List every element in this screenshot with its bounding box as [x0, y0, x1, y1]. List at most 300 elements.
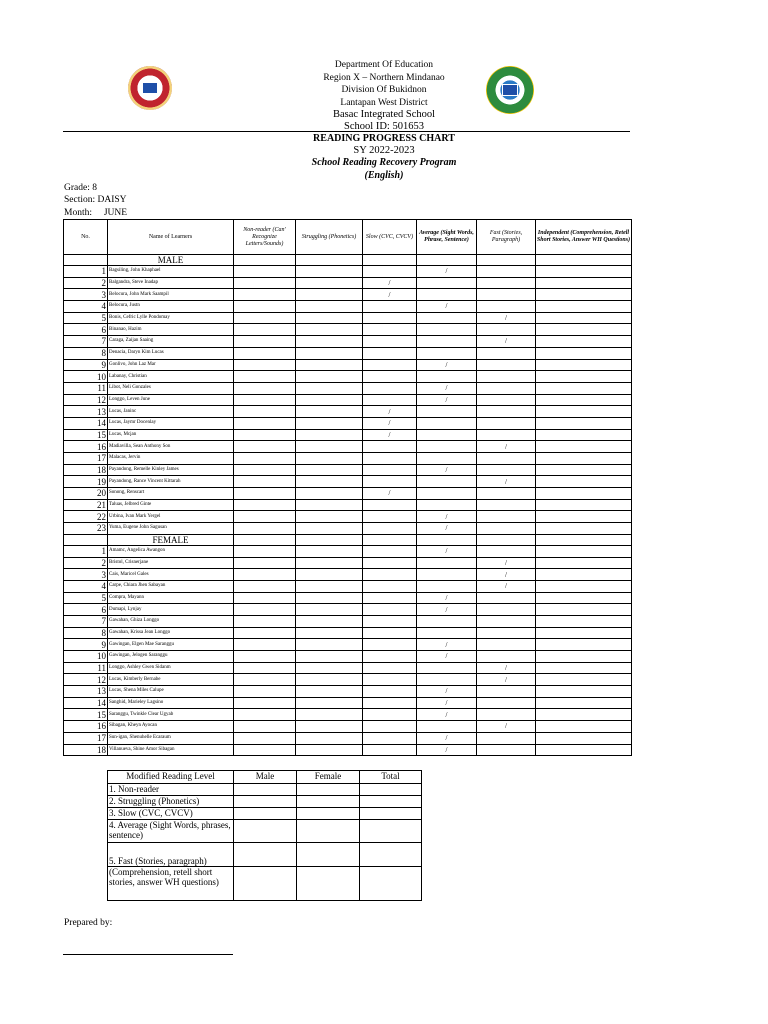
level-cell — [536, 476, 632, 488]
level-cell — [536, 371, 632, 383]
summary-level-label: 4. Average (Sight Words, phrases, sentence) — [108, 820, 234, 843]
level-cell — [536, 336, 632, 348]
level-cell — [477, 406, 536, 418]
level-cell — [536, 686, 632, 698]
table-row — [64, 639, 632, 651]
level-cell — [536, 453, 632, 465]
level-cell — [417, 453, 477, 465]
level-cell — [234, 697, 296, 709]
level-cell — [296, 580, 363, 592]
table-row — [64, 406, 632, 418]
level-cell — [296, 312, 363, 324]
level-cell — [363, 359, 417, 371]
learner-number: 7 — [64, 615, 108, 627]
level-cell — [536, 382, 632, 394]
level-cell — [477, 359, 536, 371]
level-cell — [536, 639, 632, 651]
summary-row — [108, 843, 422, 867]
level-cell — [363, 674, 417, 686]
level-cell — [363, 615, 417, 627]
level-cell — [296, 266, 363, 278]
level-cell — [234, 639, 296, 651]
level-cell — [417, 324, 477, 336]
level-cell — [234, 732, 296, 744]
learner-name: Binanao, Hazim — [108, 324, 234, 336]
level-cell — [363, 662, 417, 674]
header-division: Division Of Bukidnon — [341, 85, 427, 95]
level-cell — [477, 592, 536, 604]
level-mark: / — [477, 662, 536, 674]
level-cell — [296, 301, 363, 313]
level-cell — [296, 651, 363, 663]
summary-header-row — [108, 771, 422, 784]
learner-number: 3 — [64, 289, 108, 301]
level-cell — [234, 336, 296, 348]
learner-number: 13 — [64, 406, 108, 418]
level-cell — [477, 382, 536, 394]
learner-number: 4 — [64, 580, 108, 592]
level-cell — [234, 406, 296, 418]
chart-title: READING PROGRESS CHART — [313, 133, 455, 144]
col-header-slow: Slow (CVC, CVCV) — [363, 220, 417, 255]
level-cell — [234, 464, 296, 476]
level-cell — [417, 488, 477, 500]
level-cell — [417, 312, 477, 324]
level-cell — [417, 336, 477, 348]
level-cell — [234, 662, 296, 674]
level-mark: / — [363, 429, 417, 441]
level-cell — [296, 604, 363, 616]
learner-name: Lucas, Shena Miles Calupe — [108, 686, 234, 698]
level-cell — [477, 523, 536, 535]
level-cell — [234, 523, 296, 535]
learner-number: 14 — [64, 417, 108, 429]
learner-number: 12 — [64, 394, 108, 406]
level-cell — [363, 732, 417, 744]
grade-label: Grade: 8 — [64, 183, 97, 193]
level-cell — [536, 627, 632, 639]
level-cell — [417, 371, 477, 383]
level-cell — [477, 604, 536, 616]
level-cell — [234, 301, 296, 313]
table-row — [64, 709, 632, 721]
level-cell — [234, 580, 296, 592]
level-cell — [234, 324, 296, 336]
level-mark: / — [417, 301, 477, 313]
learner-number: 21 — [64, 499, 108, 511]
level-cell — [363, 545, 417, 557]
table-row — [64, 266, 632, 278]
table-row — [64, 371, 632, 383]
col-header-average: Average (Sight Words, Phrase, Sentence) — [417, 220, 477, 255]
learner-name: Lucas, Mcjan — [108, 429, 234, 441]
level-cell — [536, 662, 632, 674]
level-cell — [536, 523, 632, 535]
level-cell — [477, 627, 536, 639]
col-header-independent: Independent (Comprehension, Retell Short Stories, Answer WH Questions) — [536, 220, 632, 255]
summary-level-label: 1. Non-reader — [108, 784, 234, 796]
summary-row — [108, 867, 422, 901]
level-cell — [363, 627, 417, 639]
learner-number: 2 — [64, 557, 108, 569]
level-cell — [477, 651, 536, 663]
level-cell — [477, 417, 536, 429]
level-cell — [536, 545, 632, 557]
signature-line — [63, 954, 233, 955]
level-cell — [417, 417, 477, 429]
level-cell — [296, 511, 363, 523]
level-cell — [363, 453, 417, 465]
level-cell — [363, 476, 417, 488]
learner-name: Madiavilla, Sean Anthony Son — [108, 441, 234, 453]
level-cell — [536, 499, 632, 511]
level-cell — [234, 569, 296, 581]
level-cell — [234, 686, 296, 698]
level-cell — [296, 347, 363, 359]
level-cell — [477, 453, 536, 465]
learner-name: Dumapi, Lynjay — [108, 604, 234, 616]
level-cell — [296, 709, 363, 721]
level-cell — [417, 662, 477, 674]
learner-name: Payandong, Remelle Kinley James — [108, 464, 234, 476]
reading-progress-table — [63, 219, 632, 756]
level-cell — [363, 604, 417, 616]
learner-number: 14 — [64, 697, 108, 709]
level-cell — [296, 476, 363, 488]
level-cell — [363, 266, 417, 278]
level-cell — [296, 464, 363, 476]
level-cell — [296, 569, 363, 581]
level-cell — [477, 277, 536, 289]
level-cell — [363, 312, 417, 324]
level-cell — [234, 604, 296, 616]
summary-row — [108, 796, 422, 808]
learner-number: 23 — [64, 523, 108, 535]
learner-name: Yuma, Eugene John Sagusan — [108, 523, 234, 535]
level-cell — [477, 488, 536, 500]
table-row — [64, 464, 632, 476]
table-row — [64, 580, 632, 592]
level-cell — [234, 744, 296, 756]
level-mark: / — [417, 592, 477, 604]
learner-name: Amamc, Angelica Awangon — [108, 545, 234, 557]
level-cell — [417, 347, 477, 359]
learner-name: Gawingan, Jelogen Saranggu — [108, 651, 234, 663]
learner-name: Bristol, Crisnerjane — [108, 557, 234, 569]
level-mark: / — [477, 557, 536, 569]
level-cell — [296, 721, 363, 733]
col-header-struggling: Struggling (Phonetics) — [296, 220, 363, 255]
level-cell — [363, 336, 417, 348]
table-row — [64, 312, 632, 324]
level-mark: / — [417, 651, 477, 663]
table-row — [64, 453, 632, 465]
level-cell — [363, 324, 417, 336]
learner-number: 22 — [64, 511, 108, 523]
learner-number: 5 — [64, 312, 108, 324]
learner-name: Carpe, Chiara Jhen Sabayan — [108, 580, 234, 592]
level-cell — [536, 615, 632, 627]
level-cell — [536, 604, 632, 616]
level-mark: / — [417, 697, 477, 709]
level-cell — [363, 301, 417, 313]
learner-number: 6 — [64, 604, 108, 616]
table-row — [64, 476, 632, 488]
learner-number: 20 — [64, 488, 108, 500]
program-title: School Reading Recovery Program — [311, 157, 457, 168]
table-row — [64, 686, 632, 698]
section-label: MALE — [108, 255, 234, 266]
level-cell — [296, 557, 363, 569]
level-mark: / — [477, 476, 536, 488]
level-cell — [296, 417, 363, 429]
level-cell — [536, 312, 632, 324]
level-cell — [417, 441, 477, 453]
level-cell — [536, 674, 632, 686]
level-cell — [417, 429, 477, 441]
level-cell — [363, 744, 417, 756]
level-cell — [296, 406, 363, 418]
learner-name: Malacas, Jervin — [108, 453, 234, 465]
level-cell — [536, 406, 632, 418]
level-cell — [363, 580, 417, 592]
learner-name: Taluas, Jelbred Ginte — [108, 499, 234, 511]
learner-number: 1 — [64, 545, 108, 557]
learner-number: 7 — [64, 336, 108, 348]
table-row — [64, 289, 632, 301]
level-cell — [296, 674, 363, 686]
table-header-row — [64, 220, 632, 255]
level-cell — [234, 277, 296, 289]
level-cell — [536, 266, 632, 278]
level-cell — [477, 289, 536, 301]
level-cell — [234, 674, 296, 686]
learner-number: 9 — [64, 359, 108, 371]
level-cell — [363, 523, 417, 535]
level-cell — [536, 301, 632, 313]
level-cell — [234, 289, 296, 301]
learner-number: 12 — [64, 674, 108, 686]
level-cell — [234, 488, 296, 500]
summary-level-label: 5. Fast (Stories, paragraph) — [108, 843, 234, 867]
level-mark: / — [417, 709, 477, 721]
learner-name: Cais, Maricel Gales — [108, 569, 234, 581]
level-cell — [296, 662, 363, 674]
learner-number: 1 — [64, 266, 108, 278]
level-cell — [296, 639, 363, 651]
header-divider — [63, 131, 630, 132]
level-cell — [234, 417, 296, 429]
level-cell — [536, 697, 632, 709]
level-mark: / — [477, 441, 536, 453]
level-cell — [536, 744, 632, 756]
level-cell — [363, 347, 417, 359]
table-row — [64, 569, 632, 581]
level-cell — [536, 277, 632, 289]
col-header-no: No. — [64, 220, 108, 255]
level-cell — [536, 511, 632, 523]
level-cell — [296, 592, 363, 604]
learner-number: 16 — [64, 721, 108, 733]
level-cell — [477, 709, 536, 721]
level-cell — [296, 394, 363, 406]
level-cell — [296, 277, 363, 289]
level-mark: / — [477, 569, 536, 581]
summary-header-female: Female — [297, 771, 360, 784]
learner-number: 15 — [64, 709, 108, 721]
table-row — [64, 499, 632, 511]
level-cell — [234, 545, 296, 557]
learner-name: Sonong, Renscart — [108, 488, 234, 500]
level-cell — [417, 557, 477, 569]
level-cell — [296, 441, 363, 453]
level-cell — [363, 651, 417, 663]
level-cell — [234, 441, 296, 453]
level-mark: / — [417, 744, 477, 756]
level-cell — [363, 686, 417, 698]
level-cell — [363, 569, 417, 581]
level-cell — [363, 499, 417, 511]
level-cell — [477, 686, 536, 698]
learner-number: 4 — [64, 301, 108, 313]
level-cell — [536, 441, 632, 453]
col-header-nonreader: Non-reader (Can' Recognize Letters/Sounds) — [234, 220, 296, 255]
level-cell — [477, 511, 536, 523]
level-cell — [477, 744, 536, 756]
table-row — [64, 336, 632, 348]
table-row — [64, 417, 632, 429]
learner-name: Gawahan, Krissa Jean Longgo — [108, 627, 234, 639]
learner-name: Lucas, Janinc — [108, 406, 234, 418]
table-row — [64, 721, 632, 733]
level-cell — [234, 651, 296, 663]
header-district: Lantapan West District — [340, 98, 428, 108]
level-cell — [536, 359, 632, 371]
learner-name: Libot, Neli Gonzales — [108, 382, 234, 394]
summary-level-label: 2. Struggling (Phonetics) — [108, 796, 234, 808]
learner-number: 10 — [64, 651, 108, 663]
learner-name: Sun-igan, Shenuhelle Ecaraum — [108, 732, 234, 744]
level-cell — [234, 557, 296, 569]
table-row — [64, 382, 632, 394]
level-cell — [296, 359, 363, 371]
table-row — [64, 429, 632, 441]
level-cell — [363, 382, 417, 394]
level-mark: / — [417, 464, 477, 476]
level-mark: / — [417, 604, 477, 616]
learner-number: 10 — [64, 371, 108, 383]
learner-number: 8 — [64, 627, 108, 639]
summary-row — [108, 820, 422, 843]
summary-row — [108, 808, 422, 820]
section-label: FEMALE — [108, 534, 234, 545]
level-cell — [296, 744, 363, 756]
level-mark: / — [363, 289, 417, 301]
learner-name: Longgo, Ashley Gwen Sidanm — [108, 662, 234, 674]
table-row — [64, 324, 632, 336]
learner-name: Gonlivo, John Laz Mar — [108, 359, 234, 371]
summary-level-label: 3. Slow (CVC, CVCV) — [108, 808, 234, 820]
table-row — [64, 662, 632, 674]
table-row — [64, 604, 632, 616]
level-cell — [417, 615, 477, 627]
level-cell — [536, 569, 632, 581]
level-mark: / — [477, 336, 536, 348]
level-cell — [363, 639, 417, 651]
level-cell — [536, 557, 632, 569]
level-cell — [296, 289, 363, 301]
table-row — [64, 674, 632, 686]
level-cell — [536, 324, 632, 336]
level-cell — [296, 382, 363, 394]
level-cell — [234, 592, 296, 604]
learner-name: Lucas, Kimberly Bernabe — [108, 674, 234, 686]
header-region: Region X – Northern Mindanao — [323, 73, 445, 83]
table-row — [64, 277, 632, 289]
level-mark: / — [417, 639, 477, 651]
level-mark: / — [477, 580, 536, 592]
level-cell — [363, 709, 417, 721]
learner-number: 15 — [64, 429, 108, 441]
level-cell — [296, 615, 363, 627]
level-mark: / — [477, 312, 536, 324]
learner-name: Bonis, Cefric Lylle Pondomay — [108, 312, 234, 324]
learner-number: 11 — [64, 662, 108, 674]
learner-number: 18 — [64, 744, 108, 756]
level-mark: / — [417, 732, 477, 744]
level-cell — [363, 511, 417, 523]
level-mark: / — [417, 394, 477, 406]
level-cell — [296, 697, 363, 709]
level-cell — [536, 289, 632, 301]
level-cell — [363, 592, 417, 604]
learner-number: 18 — [64, 464, 108, 476]
learner-number: 16 — [64, 441, 108, 453]
level-cell — [234, 266, 296, 278]
learner-number: 11 — [64, 382, 108, 394]
table-row — [64, 511, 632, 523]
learner-number: 19 — [64, 476, 108, 488]
level-cell — [296, 686, 363, 698]
level-cell — [477, 324, 536, 336]
level-mark: / — [363, 417, 417, 429]
level-mark: / — [417, 511, 477, 523]
table-row — [64, 592, 632, 604]
table-row — [64, 347, 632, 359]
learner-name: Sanghid, Marieley Lagsino — [108, 697, 234, 709]
learner-name: Longgo, Leven June — [108, 394, 234, 406]
female-section-row — [64, 534, 632, 545]
learner-number: 6 — [64, 324, 108, 336]
summary-table — [107, 770, 422, 901]
level-cell — [234, 709, 296, 721]
level-cell — [234, 382, 296, 394]
learner-name: Denacia, Daryn Kim Lucas — [108, 347, 234, 359]
level-cell — [536, 651, 632, 663]
level-cell — [417, 627, 477, 639]
learner-name: Gawingan, Elgen Mae Saranggu — [108, 639, 234, 651]
learner-name: Saranggu, Twinkle Clear Ugyab — [108, 709, 234, 721]
level-cell — [536, 464, 632, 476]
summary-header-total: Total — [360, 771, 422, 784]
table-row — [64, 523, 632, 535]
level-cell — [536, 394, 632, 406]
table-row — [64, 744, 632, 756]
level-cell — [234, 511, 296, 523]
level-cell — [477, 266, 536, 278]
level-cell — [296, 523, 363, 535]
level-cell — [363, 464, 417, 476]
